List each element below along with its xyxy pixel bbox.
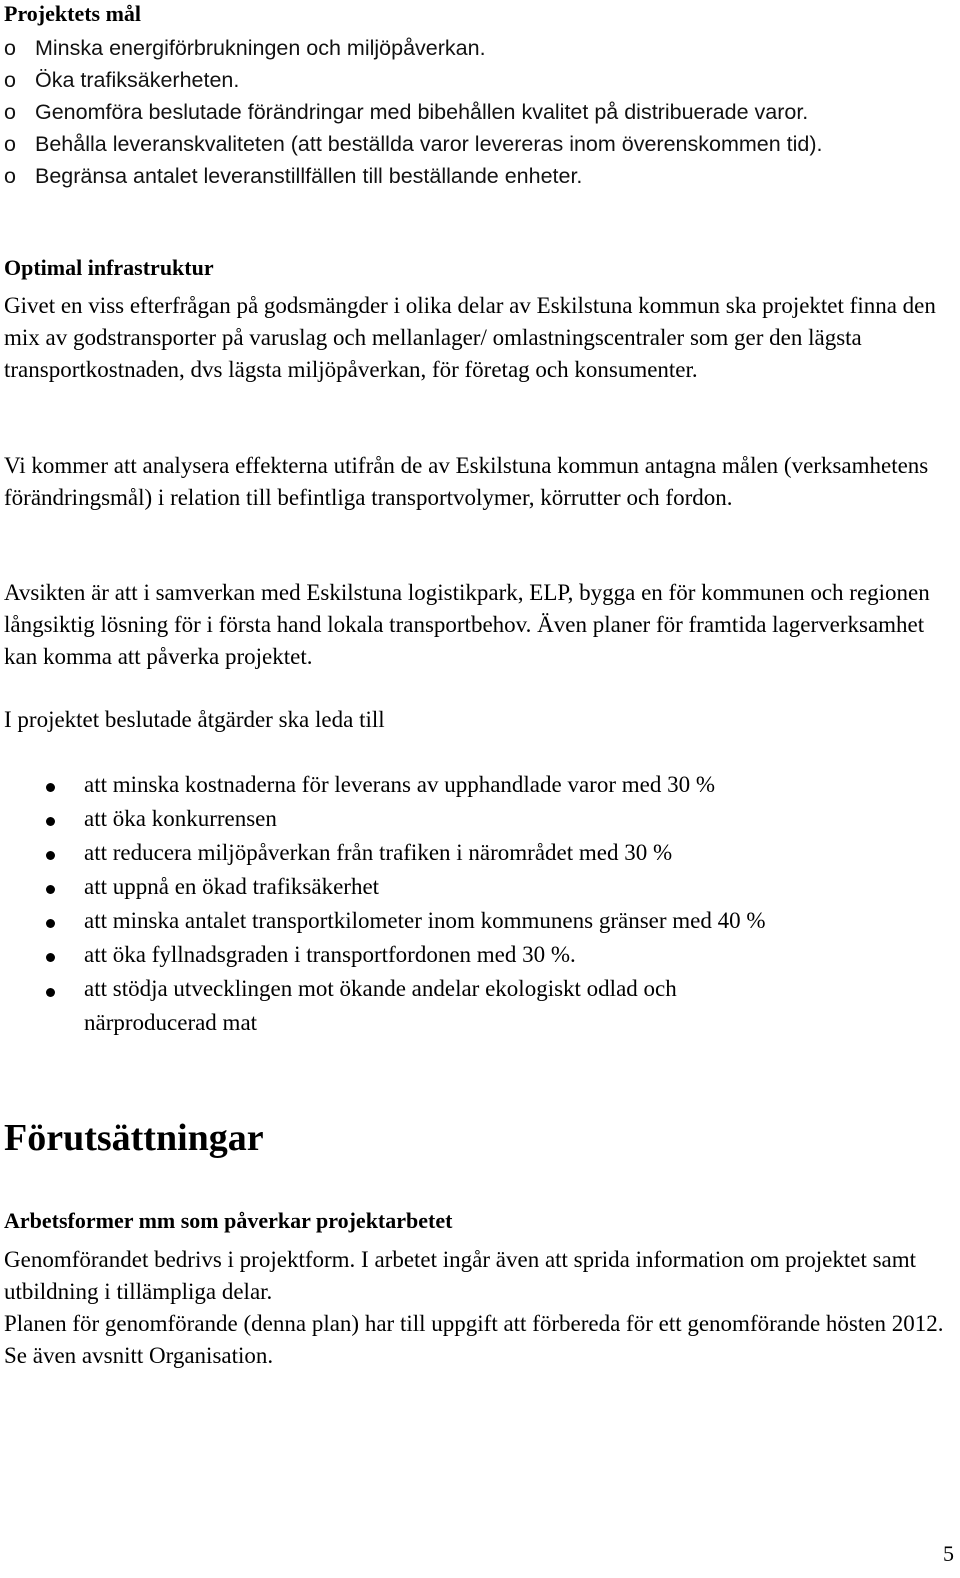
measure-text: att minska antalet transportkilometer inom kommunens gränser med 40 % [84,908,766,933]
list-marker: o [4,68,16,92]
measure-text: att reducera miljöpåverkan från trafiken i närområdet med 30 % [84,840,673,865]
list-marker: o [4,164,16,188]
infrastructure-paragraph-3-block [4,577,944,673]
prerequisites-subheading-block [4,1207,944,1235]
prerequisites-section [4,1116,944,1160]
measures-intro-block [4,704,944,736]
prerequisites-paragraph-2-block [4,1308,944,1372]
measure-text: att öka konkurrensen [84,806,277,831]
measure-text: att stödja utvecklingen mot ökande andelar ekologiskt odlad och närproducerad mat [84,976,677,1035]
measure-item [4,802,944,836]
infrastructure-paragraph-1-block [4,290,944,386]
bullet-dot [4,791,84,792]
measures-list-block [4,768,944,1040]
goal-item [4,160,944,192]
goal-item [4,32,944,64]
goal-text: Genomföra beslutade förändringar med bibehållen kvalitet på distribuerade varor. [35,100,809,124]
measure-text: att minska kostnaderna för leverans av upphandlade varor med 30 % [84,772,716,797]
measure-item [4,972,944,1040]
list-marker: o [4,36,16,60]
prerequisites-heading: Förutsättningar [4,1117,264,1159]
goal-text: Öka trafiksäkerheten. [35,68,240,92]
goal-text: Behålla leveranskvaliteten (att beställda varor levereras inom överenskommen tid). [35,132,823,156]
measure-text: att uppnå en ökad trafiksäkerhet [84,874,380,899]
measure-text: att öka fyllnadsgraden i transportfordonen med 30 %. [84,942,576,967]
measure-item [4,836,944,870]
bullet-dot [4,996,84,997]
infrastructure-section [4,254,944,282]
prerequisites-paragraph: Planen för genomförande (denna plan) har till uppgift att förbereda för ett genomförande hösten 2012. Se även avsnitt Organisation. [4,1311,944,1368]
list-marker: o [4,132,16,156]
page-number: 5 [943,1541,954,1566]
measure-item [4,904,944,938]
goals-section [4,0,944,192]
measure-item [4,768,944,802]
goals-heading: Projektets mål [4,1,142,26]
bullet-dot [4,825,84,826]
goal-item [4,96,944,128]
bullet-dot [4,893,84,894]
goal-item [4,64,944,96]
measures-intro: I projektet beslutade åtgärder ska leda till [4,707,385,732]
infrastructure-paragraph-2-block [4,450,944,514]
infrastructure-paragraph: Vi kommer att analysera effekterna utifrån de av Eskilstuna kommun antagna målen (verksamhetens förändringsmål) i relation till befintliga transportvolymer, körrutter och fordon. [4,453,929,510]
goal-text: Minska energiförbrukningen och miljöpåverkan. [35,36,486,60]
bullet-dot [4,961,84,962]
prerequisites-paragraph-1-block [4,1244,944,1308]
infrastructure-heading: Optimal infrastruktur [4,255,214,280]
prerequisites-subheading: Arbetsformer mm som påverkar projektarbetet [4,1208,453,1233]
prerequisites-paragraph: Genomförandet bedrivs i projektform. I arbetet ingår även att sprida information om projektet samt utbildning i tillämpliga delar. [4,1247,917,1304]
measure-item [4,938,944,972]
goal-text: Begränsa antalet leveranstillfällen till beställande enheter. [35,164,583,188]
infrastructure-paragraph: Givet en viss efterfrågan på godsmängder i olika delar av Eskilstuna kommun ska projektet finna den mix av godstransporter på varuslag och mellanlager/ omlastningscentraler som ger den lägsta transportkostnaden, dvs lägsta miljöpåverkan, för företag och konsumenter. [4,293,936,382]
goal-item [4,128,944,160]
list-marker: o [4,100,16,124]
bullet-dot [4,927,84,928]
measures-list [4,768,944,1040]
goals-list [4,32,944,192]
measure-item [4,870,944,904]
bullet-dot [4,859,84,860]
infrastructure-paragraph: Avsikten är att i samverkan med Eskilstuna logistikpark, ELP, bygga en för kommunen och regionen långsiktig lösning för i första hand lokala transportbehov. Även planer för framtida lagerverksamhet kan komma att påverka projektet. [4,580,930,669]
